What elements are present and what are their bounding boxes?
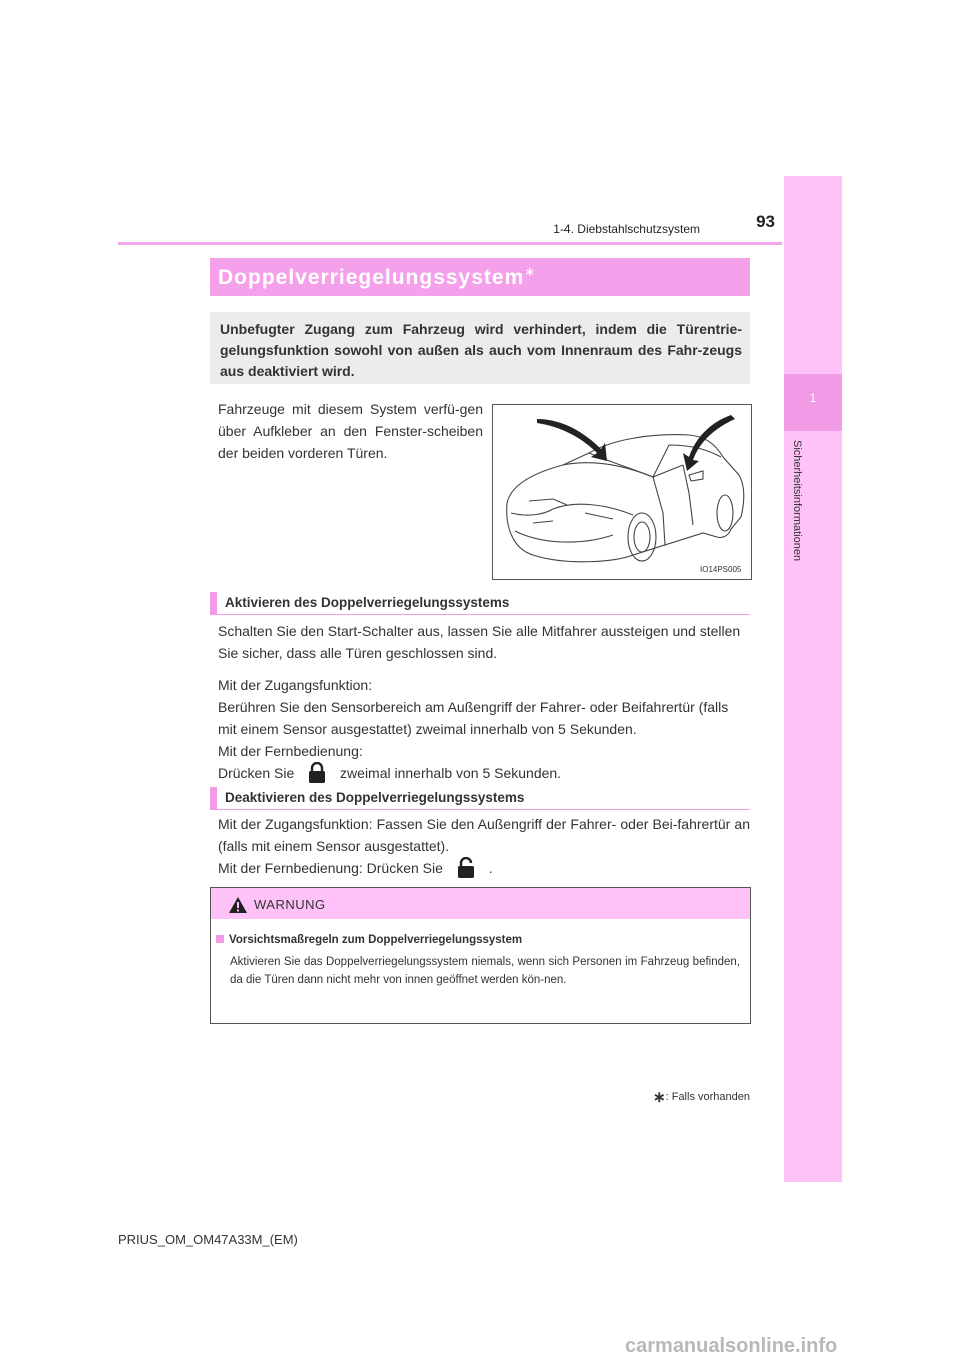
remote-text-after: . [488, 860, 493, 876]
warning-title: WARNUNG [254, 897, 326, 912]
page-title-text: Doppelverriegelungssystem [218, 266, 525, 289]
header-rule [118, 242, 782, 245]
activate-line-remote: Mit der Fernbedienung: [218, 743, 363, 759]
remote-text-before: Mit der Fernbedienung: Drücken Sie [218, 860, 443, 876]
vehicle-text: Fahrzeuge mit diesem System verfü-gen über Aufkleber an den Fenster-scheiben der beiden vorderen Türen. [218, 401, 483, 461]
activate-line-access: Mit der Zugangsfunktion: [218, 677, 373, 693]
deactivate-heading-text: Deaktivieren des Doppelverriegelungssystems [225, 790, 525, 805]
heading-marker [210, 592, 217, 615]
warning-item-text: Aktivieren Sie das Doppelverriegelungssystem niemals, wenn sich Personen im Fahrzeug befinden, da die Türen dann nicht mehr von innen geöffnet werden kön-nen. [230, 956, 740, 986]
activate-paragraph-1: Schalten Sie den Start-Schalter aus, lassen Sie alle Mitfahrer aussteigen und stellen Sie sicher, dass alle Türen geschlossen sind. [218, 623, 741, 661]
warning-item-title [216, 934, 522, 946]
press-text-after: zweimal innerhalb von 5 Sekunden. [340, 765, 562, 781]
press-text-before: Drücken Sie [218, 765, 295, 781]
lock-icon [298, 762, 336, 784]
unlock-icon [447, 857, 485, 879]
footnote [600, 1088, 750, 1106]
page-title [218, 264, 536, 290]
warning-icon [228, 896, 248, 914]
side-tab [784, 176, 842, 1182]
car-figure [492, 404, 752, 580]
activate-text [218, 620, 750, 784]
warning-item-title-text: Vorsichtsmaßregeln zum Doppelverriegelungssystem [229, 934, 523, 946]
activate-heading-text: Aktivieren des Doppelverriegelungssystems [225, 595, 510, 610]
activate-heading [210, 592, 750, 615]
activate-line-press [218, 762, 750, 784]
deactivate-line-remote [218, 857, 750, 879]
car-illustration [493, 405, 751, 579]
watermark: carmanualsonline.info [625, 1335, 838, 1357]
intro-text: Unbefugter Zugang zum Fahrzeug wird verhindert, indem die Türentrie-gelungsfunktion sowohl von außen als auch vom Innenraum des Fahr-zeugs aus deaktiviert wird. [220, 321, 742, 379]
section-title: 1-4. Diebstahlschutzsystem [553, 222, 700, 236]
side-tab-number [784, 374, 842, 431]
side-tab-number-text: 1 [809, 391, 817, 405]
deactivate-line-access: Mit der Zugangsfunktion: Fassen Sie den Außengriff der Fahrer- oder Bei-fahrertür an (falls mit einem Sensor ausgestattet). [218, 816, 750, 854]
title-asterisk: ∗ [524, 264, 537, 279]
deactivate-heading [210, 787, 750, 810]
document-id: PRIUS_OM_OM47A33M_(EM) [118, 1232, 298, 1247]
heading-marker [210, 787, 217, 810]
bullet-square [216, 935, 224, 943]
footnote-asterisk: ∗ [653, 1089, 666, 1106]
figure-code: IO14PS005 [700, 565, 742, 574]
page-number: 93 [756, 212, 775, 231]
footnote-text: : Falls vorhanden [665, 1091, 750, 1103]
activate-line-touch: Berühren Sie den Sensorbereich am Außengriff der Fahrer- oder Beifahrertür (falls mit einem Sensor ausgestattet) zweimal innerhalb von 5 Sekunden. [218, 699, 729, 737]
side-tab-label: Sicherheitsinformationen [791, 440, 803, 562]
deactivate-text [218, 813, 750, 879]
